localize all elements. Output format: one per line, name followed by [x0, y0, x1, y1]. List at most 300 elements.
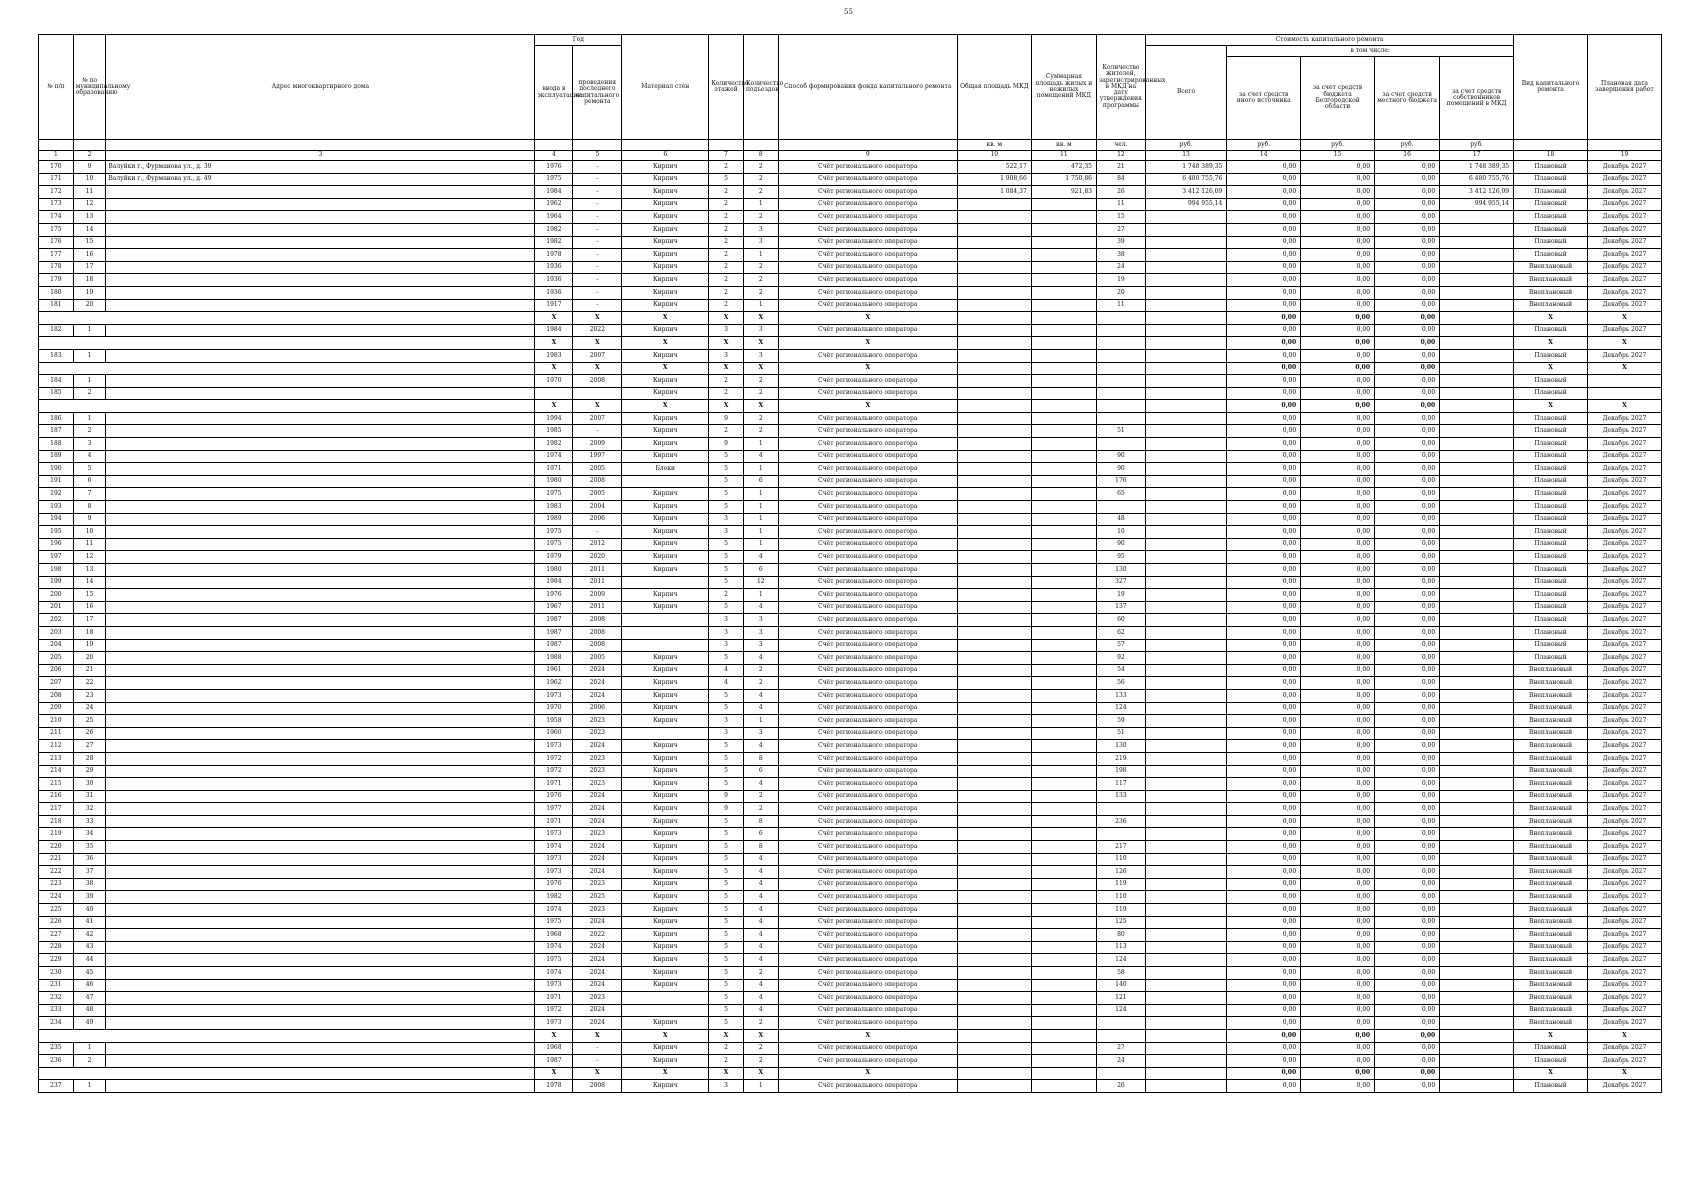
cell-a2 — [1031, 841, 1096, 854]
cell-m: 30 — [73, 778, 106, 791]
cell-a2 — [1031, 400, 1096, 413]
table-row — [39, 954, 1662, 967]
cell-a2 — [1031, 601, 1096, 614]
cell-tot — [1145, 727, 1226, 740]
cell-n: 216 — [39, 790, 74, 803]
cell-a2 — [1031, 677, 1096, 690]
cell-en: 4 — [743, 904, 778, 917]
cell-n: 178 — [39, 261, 74, 274]
cell-r: 0,00 — [1301, 803, 1375, 816]
cell-a1 — [957, 853, 1031, 866]
cell-fund: Счёт регионального оператора — [778, 161, 957, 174]
cell-l: 0,00 — [1375, 815, 1440, 828]
cell-tot — [1145, 677, 1226, 690]
cell-fund: Счёт регионального оператора — [778, 652, 957, 665]
cell-addr — [106, 891, 535, 904]
cell-n: 170 — [39, 161, 74, 174]
cell-k: Плановый — [1514, 576, 1588, 589]
cell-k: Внеплановый — [1514, 979, 1588, 992]
cell-m: 42 — [73, 929, 106, 942]
cell-fl: X — [709, 362, 744, 375]
cell-o: 0,00 — [1227, 979, 1301, 992]
header-year-last: проведения последнего капитального ремонта — [573, 46, 622, 140]
cell-d: Декабрь 2027 — [1587, 740, 1661, 753]
cell-wall: Кирпич — [622, 249, 709, 262]
cell-k: Плановый — [1514, 614, 1588, 627]
cell-l: 0,00 — [1375, 866, 1440, 879]
subtotal-label — [39, 312, 535, 325]
cell-own — [1440, 261, 1514, 274]
cell-fl: 2 — [709, 274, 744, 287]
cell-k: Внеплановый — [1514, 904, 1588, 917]
cell-p: 95 — [1096, 551, 1145, 564]
cell-r: 0,00 — [1301, 626, 1375, 639]
cell-p: 19 — [1096, 589, 1145, 602]
cell-o: 0,00 — [1227, 803, 1301, 816]
cell-fund: Счёт регионального оператора — [778, 715, 957, 728]
cell-fund: Счёт регионального оператора — [778, 689, 957, 702]
cell-fund: Счёт регионального оператора — [778, 1042, 957, 1055]
cell-r: 0,00 — [1301, 412, 1375, 425]
cell-m: 47 — [73, 992, 106, 1005]
cell-d: X — [1587, 400, 1661, 413]
cell-a1 — [957, 803, 1031, 816]
cell-y1: 1960 — [535, 727, 573, 740]
cell-y2: 2023 — [573, 752, 622, 765]
table-row — [39, 790, 1662, 803]
cell-addr — [106, 412, 535, 425]
cell-d: Декабрь 2027 — [1587, 715, 1661, 728]
cell-own — [1440, 387, 1514, 400]
cell-fl: 5 — [709, 501, 744, 514]
table-row — [39, 866, 1662, 879]
cell-l: 0,00 — [1375, 828, 1440, 841]
cell-addr — [106, 626, 535, 639]
cell-l: 0,00 — [1375, 1080, 1440, 1093]
cell-p: 26 — [1096, 186, 1145, 199]
cell-a2 — [1031, 576, 1096, 589]
cell-l: 0,00 — [1375, 475, 1440, 488]
cell-p: 121 — [1096, 992, 1145, 1005]
cell-d: Декабрь 2027 — [1587, 249, 1661, 262]
cell-wall: Кирпич — [622, 223, 709, 236]
cell-p: 24 — [1096, 1055, 1145, 1068]
cell-a2 — [1031, 904, 1096, 917]
cell-r: 0,00 — [1301, 715, 1375, 728]
cell-fund: Счёт регионального оператора — [778, 186, 957, 199]
table-row — [39, 727, 1662, 740]
cell-fund: X — [778, 362, 957, 375]
cell-en: 2 — [743, 274, 778, 287]
cell-l: 0,00 — [1375, 689, 1440, 702]
cell-en: 4 — [743, 954, 778, 967]
cell-tot — [1145, 337, 1226, 350]
cell-own — [1440, 992, 1514, 1005]
cell-own: 1 748 389,35 — [1440, 161, 1514, 174]
cell-a1 — [957, 891, 1031, 904]
cell-own — [1440, 475, 1514, 488]
cell-a1 — [957, 1067, 1031, 1080]
cell-m: 49 — [73, 1017, 106, 1030]
cell-y1: 1962 — [535, 198, 573, 211]
cell-p: 113 — [1096, 941, 1145, 954]
cell-d: Декабрь 2027 — [1587, 299, 1661, 312]
cell-k: Плановый — [1514, 223, 1588, 236]
cell-o: 0,00 — [1227, 614, 1301, 627]
cell-n: 231 — [39, 979, 74, 992]
cell-own — [1440, 564, 1514, 577]
cell-own — [1440, 400, 1514, 413]
cell-wall: Кирпич — [622, 878, 709, 891]
cell-wall: Кирпич — [622, 954, 709, 967]
cell-r: 0,00 — [1301, 274, 1375, 287]
cell-a1 — [957, 992, 1031, 1005]
cell-m: 9 — [73, 161, 106, 174]
cell-fl: 5 — [709, 538, 744, 551]
cell-k: Внеплановый — [1514, 702, 1588, 715]
cell-d: Декабрь 2027 — [1587, 677, 1661, 690]
cell-a2 — [1031, 715, 1096, 728]
cell-fl: X — [709, 312, 744, 325]
cell-p: 176 — [1096, 475, 1145, 488]
cell-addr — [106, 992, 535, 1005]
cell-l: 0,00 — [1375, 727, 1440, 740]
cell-l: 0,00 — [1375, 286, 1440, 299]
cell-tot — [1145, 891, 1226, 904]
cell-o: 0,00 — [1227, 198, 1301, 211]
cell-tot — [1145, 765, 1226, 778]
cell-fund: Счёт регионального оператора — [778, 463, 957, 476]
cell-r: 0,00 — [1301, 878, 1375, 891]
cell-p — [1096, 362, 1145, 375]
cell-l: 0,00 — [1375, 387, 1440, 400]
cell-r: 0,00 — [1301, 299, 1375, 312]
cell-o: 0,00 — [1227, 564, 1301, 577]
unit-cell: руб. — [1440, 140, 1514, 151]
cell-fund: Счёт регионального оператора — [778, 916, 957, 929]
cell-wall: Кирпич — [622, 929, 709, 942]
cell-y2: 2009 — [573, 438, 622, 451]
cell-n: 185 — [39, 387, 74, 400]
cell-fl: 5 — [709, 778, 744, 791]
cell-n: 209 — [39, 702, 74, 715]
header-fund: Способ формирования фонда капитального ремонта — [778, 35, 957, 140]
cell-own — [1440, 765, 1514, 778]
cell-a2 — [1031, 765, 1096, 778]
cell-fund: Счёт регионального оператора — [778, 929, 957, 942]
column-number: 8 — [743, 151, 778, 161]
cell-n: 200 — [39, 589, 74, 602]
cell-y2: 2023 — [573, 904, 622, 917]
cell-r: 0,00 — [1301, 387, 1375, 400]
cell-wall: Кирпич — [622, 1080, 709, 1093]
cell-fl: 5 — [709, 904, 744, 917]
cell-wall: Кирпич — [622, 375, 709, 388]
cell-m: 27 — [73, 740, 106, 753]
cell-d: Декабрь 2027 — [1587, 236, 1661, 249]
cell-y1: 1972 — [535, 1004, 573, 1017]
unit-cell: руб. — [1375, 140, 1440, 151]
cell-fund: Счёт регионального оператора — [778, 664, 957, 677]
cell-p: 92 — [1096, 652, 1145, 665]
cell-l: 0,00 — [1375, 1029, 1440, 1042]
cell-m: 7 — [73, 488, 106, 501]
cell-y1: 1962 — [535, 677, 573, 690]
cell-r: 0,00 — [1301, 904, 1375, 917]
cell-en: 3 — [743, 349, 778, 362]
cell-wall: Кирпич — [622, 866, 709, 879]
cell-tot — [1145, 828, 1226, 841]
cell-o: 0,00 — [1227, 941, 1301, 954]
cell-a2 — [1031, 866, 1096, 879]
column-number: 18 — [1514, 151, 1588, 161]
cell-fund: Счёт регионального оператора — [778, 261, 957, 274]
column-number: 7 — [709, 151, 744, 161]
cell-o: 0,00 — [1227, 513, 1301, 526]
cell-tot — [1145, 1004, 1226, 1017]
cell-y1: 1973 — [535, 1017, 573, 1030]
cell-o: 0,00 — [1227, 677, 1301, 690]
cell-d: Декабрь 2027 — [1587, 161, 1661, 174]
cell-y1: 1989 — [535, 513, 573, 526]
cell-en: X — [743, 312, 778, 325]
cell-fund: Счёт регионального оператора — [778, 941, 957, 954]
cell-p: 48 — [1096, 513, 1145, 526]
cell-addr — [106, 941, 535, 954]
cell-tot — [1145, 450, 1226, 463]
cell-o: 0,00 — [1227, 765, 1301, 778]
cell-l: 0,00 — [1375, 979, 1440, 992]
cell-y1: 1975 — [535, 488, 573, 501]
cell-y2: 2024 — [573, 689, 622, 702]
cell-n: 181 — [39, 299, 74, 312]
cell-y2: - — [573, 299, 622, 312]
cell-l: 0,00 — [1375, 362, 1440, 375]
cell-fund: Счёт регионального оператора — [778, 853, 957, 866]
table-row — [39, 689, 1662, 702]
cell-p: 56 — [1096, 677, 1145, 690]
cell-m: 8 — [73, 501, 106, 514]
cell-addr — [106, 211, 535, 224]
table-row — [39, 186, 1662, 199]
cell-en: 4 — [743, 740, 778, 753]
cell-en: 6 — [743, 765, 778, 778]
cell-tot — [1145, 324, 1226, 337]
cell-y1: 1983 — [535, 349, 573, 362]
cell-tot — [1145, 941, 1226, 954]
column-number: 2 — [73, 151, 106, 161]
cell-k: Внеплановый — [1514, 891, 1588, 904]
cell-fl: 5 — [709, 601, 744, 614]
cell-en: 6 — [743, 564, 778, 577]
table-row — [39, 349, 1662, 362]
cell-p: 125 — [1096, 916, 1145, 929]
cell-n: 179 — [39, 274, 74, 287]
cell-a2 — [1031, 438, 1096, 451]
cell-fl: 5 — [709, 765, 744, 778]
cell-a1 — [957, 626, 1031, 639]
cell-fund: Счёт регионального оператора — [778, 538, 957, 551]
cell-y1: 1978 — [535, 249, 573, 262]
cell-p — [1096, 1029, 1145, 1042]
cell-en: 3 — [743, 614, 778, 627]
cell-k: Внеплановый — [1514, 740, 1588, 753]
cell-en: 1 — [743, 249, 778, 262]
cell-fund: Счёт регионального оператора — [778, 979, 957, 992]
cell-k: Внеплановый — [1514, 853, 1588, 866]
cell-a1 — [957, 337, 1031, 350]
cell-wall: Кирпич — [622, 841, 709, 854]
cell-n: 233 — [39, 1004, 74, 1017]
unit-cell: кв. м — [957, 140, 1031, 151]
cell-en: 2 — [743, 1042, 778, 1055]
cell-n: 196 — [39, 538, 74, 551]
cell-d: Декабрь 2027 — [1587, 891, 1661, 904]
cell-own — [1440, 1067, 1514, 1080]
subtotal-row — [39, 337, 1662, 350]
cell-a2 — [1031, 778, 1096, 791]
cell-p: 126 — [1096, 866, 1145, 879]
column-number: 12 — [1096, 151, 1145, 161]
cell-p: 19 — [1096, 274, 1145, 287]
cell-a2 — [1031, 828, 1096, 841]
column-number: 14 — [1227, 151, 1301, 161]
cell-a2 — [1031, 878, 1096, 891]
cell-l: 0,00 — [1375, 198, 1440, 211]
cell-y2: 2008 — [573, 614, 622, 627]
cell-fl: 3 — [709, 614, 744, 627]
cell-m: 16 — [73, 601, 106, 614]
cell-wall: Кирпич — [622, 564, 709, 577]
cell-en: 8 — [743, 815, 778, 828]
cell-a1 — [957, 778, 1031, 791]
cell-tot — [1145, 664, 1226, 677]
cell-n: 190 — [39, 463, 74, 476]
cell-m: 35 — [73, 841, 106, 854]
cell-wall — [622, 1004, 709, 1017]
table-row — [39, 375, 1662, 388]
cell-fl: 2 — [709, 249, 744, 262]
cell-k: X — [1514, 1029, 1588, 1042]
cell-a2 — [1031, 1029, 1096, 1042]
cell-tot — [1145, 538, 1226, 551]
cell-r: 0,00 — [1301, 677, 1375, 690]
cell-l: 0,00 — [1375, 161, 1440, 174]
cell-d: Декабрь 2027 — [1587, 438, 1661, 451]
cell-m: 26 — [73, 727, 106, 740]
cell-p — [1096, 438, 1145, 451]
cell-a1 — [957, 866, 1031, 879]
cell-m: 29 — [73, 765, 106, 778]
cell-en: 6 — [743, 475, 778, 488]
cell-tot — [1145, 803, 1226, 816]
cell-d: X — [1587, 1067, 1661, 1080]
table-row — [39, 488, 1662, 501]
cell-y2: - — [573, 173, 622, 186]
cell-o: 0,00 — [1227, 400, 1301, 413]
cell-a2 — [1031, 564, 1096, 577]
unit-cell: руб. — [1227, 140, 1301, 151]
cell-tot — [1145, 614, 1226, 627]
cell-m: 12 — [73, 198, 106, 211]
cell-y1: 1971 — [535, 992, 573, 1005]
cell-fund: Счёт регионального оператора — [778, 475, 957, 488]
cell-m: 2 — [73, 425, 106, 438]
table-row — [39, 387, 1662, 400]
cell-y1: 1984 — [535, 186, 573, 199]
cell-o: 0,00 — [1227, 501, 1301, 514]
cell-a1 — [957, 1042, 1031, 1055]
cell-m: 5 — [73, 463, 106, 476]
cell-en: 2 — [743, 286, 778, 299]
cell-fund: X — [778, 312, 957, 325]
cell-y1: 1971 — [535, 778, 573, 791]
cell-y2: 2023 — [573, 828, 622, 841]
cell-tot — [1145, 979, 1226, 992]
table-row — [39, 211, 1662, 224]
cell-tot — [1145, 463, 1226, 476]
cell-wall: Кирпич — [622, 236, 709, 249]
cell-l: 0,00 — [1375, 652, 1440, 665]
cell-wall: Кирпич — [622, 501, 709, 514]
cell-tot — [1145, 501, 1226, 514]
cell-fl: 5 — [709, 916, 744, 929]
cell-tot — [1145, 702, 1226, 715]
cell-d: Декабрь 2027 — [1587, 752, 1661, 765]
cell-fl: 5 — [709, 1017, 744, 1030]
cell-addr — [106, 790, 535, 803]
cell-fl: 2 — [709, 198, 744, 211]
cell-fl: 5 — [709, 815, 744, 828]
cell-y1: 1973 — [535, 828, 573, 841]
cell-fund: Счёт регионального оператора — [778, 211, 957, 224]
cell-en: X — [743, 1067, 778, 1080]
cell-o: 0,00 — [1227, 312, 1301, 325]
cell-addr — [106, 904, 535, 917]
cell-y1: X — [535, 362, 573, 375]
cell-addr — [106, 438, 535, 451]
cell-a1 — [957, 954, 1031, 967]
cell-n: 226 — [39, 916, 74, 929]
cell-d: Декабрь 2027 — [1587, 1080, 1661, 1093]
cell-o: 0,00 — [1227, 236, 1301, 249]
cell-fund: Счёт регионального оператора — [778, 727, 957, 740]
cell-o: 0,00 — [1227, 916, 1301, 929]
cell-wall — [622, 639, 709, 652]
cell-m: 25 — [73, 715, 106, 728]
cell-k: Плановый — [1514, 652, 1588, 665]
cell-o: 0,00 — [1227, 639, 1301, 652]
cell-k: Плановый — [1514, 249, 1588, 262]
cell-y2: 2008 — [573, 626, 622, 639]
cell-fund: Счёт регионального оператора — [778, 740, 957, 753]
cell-fl: 5 — [709, 450, 744, 463]
cell-d: Декабрь 2027 — [1587, 866, 1661, 879]
cell-m: 22 — [73, 677, 106, 690]
cell-l: 0,00 — [1375, 450, 1440, 463]
cell-en: 2 — [743, 211, 778, 224]
cell-y2: - — [573, 526, 622, 539]
cell-r: 0,00 — [1301, 828, 1375, 841]
cell-a2 — [1031, 1055, 1096, 1068]
cell-y2: 2008 — [573, 639, 622, 652]
cell-d — [1587, 387, 1661, 400]
cell-a2 — [1031, 488, 1096, 501]
cell-a1 — [957, 412, 1031, 425]
cell-l: 0,00 — [1375, 790, 1440, 803]
cell-tot — [1145, 564, 1226, 577]
cell-k: X — [1514, 337, 1588, 350]
